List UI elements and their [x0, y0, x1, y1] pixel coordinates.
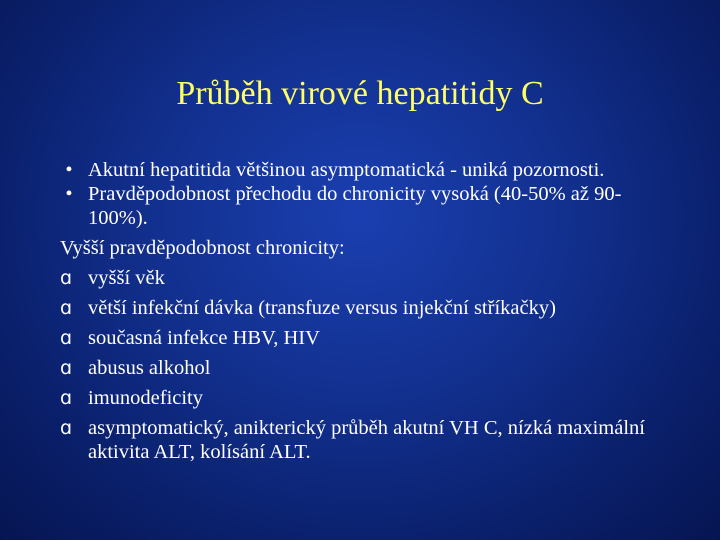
- list-marker-icon: ɑ: [60, 267, 73, 289]
- list-marker-icon: ɑ: [60, 297, 73, 319]
- bullet-text: Pravděpodobnost přechodu do chronicity vysoká (40-50% až 90-100%).: [88, 183, 622, 229]
- risk-factor-text: asymptomatický, anikterický průběh akutní VH C, nízká maximální aktivita ALT, kolísání ALT.: [88, 417, 645, 463]
- risk-factor-text: abusus alkohol: [88, 357, 211, 379]
- risk-factor-text: současná infekce HBV, HIV: [88, 327, 320, 349]
- bullet-item: [60, 182, 680, 230]
- risk-factor-item: [60, 416, 680, 464]
- list-marker-icon: ɑ: [60, 327, 73, 349]
- list-marker-icon: ɑ: [60, 417, 73, 439]
- risk-factor-item: [60, 296, 680, 320]
- list-marker-icon: ɑ: [60, 387, 73, 409]
- risk-factor-text: větší infekční dávka (transfuze versus injekční stříkačky): [88, 297, 556, 319]
- risk-factor-item: [60, 326, 680, 350]
- risk-factor-text: vyšší věk: [88, 267, 165, 289]
- bullet-icon: •: [65, 183, 73, 205]
- bullet-item: [60, 158, 680, 182]
- list-marker-icon: ɑ: [60, 357, 73, 379]
- risk-factor-item: [60, 266, 680, 290]
- slide-body: [60, 158, 680, 464]
- risk-factor-text: imunodeficity: [88, 387, 204, 409]
- slide-title: Průběh virové hepatitidy C: [176, 75, 544, 112]
- bullet-text: Akutní hepatitida většinou asymptomatická - uniká pozornosti.: [88, 159, 605, 181]
- risk-factor-item: [60, 356, 680, 380]
- subheading: Vyšší pravděpodobnost chronicity:: [60, 237, 345, 259]
- bullet-icon: •: [65, 159, 73, 181]
- risk-factor-item: [60, 386, 680, 410]
